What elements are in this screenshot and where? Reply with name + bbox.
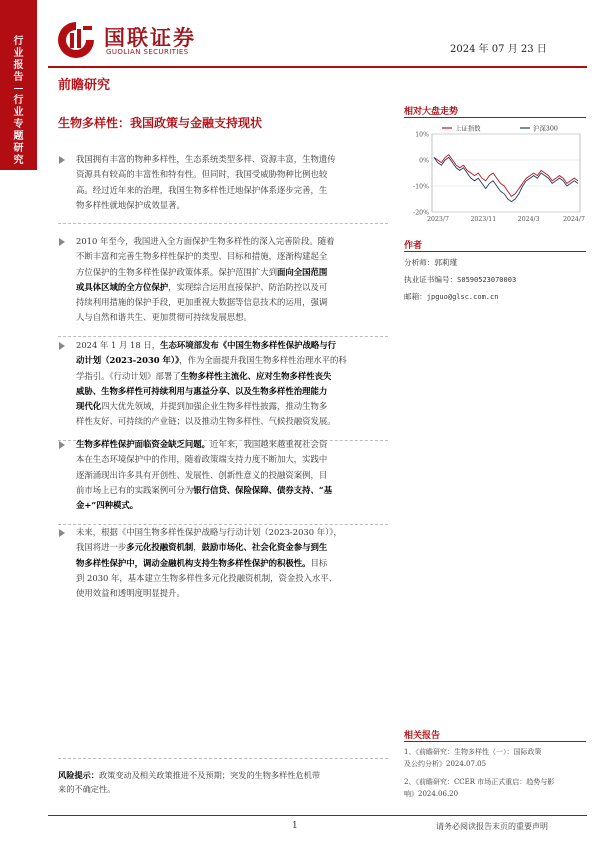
emphasis-text: 现代化 — [76, 401, 102, 412]
risk-text-line2: 来的不确定性。 — [58, 784, 116, 794]
paragraph-line — [76, 369, 386, 384]
body-text: 2010 年至今，我国进入全方面保护生物多样性的深入完善阶段。随着 — [76, 236, 335, 246]
emphasis-text: 银行信贷、保险保障、债券支持、“基 — [193, 484, 333, 495]
guolian-logo-icon — [56, 20, 96, 60]
chart-x-tick-label: 2024/3 — [517, 216, 540, 223]
sidebar-char: 题 — [13, 131, 24, 142]
paragraph-line — [76, 399, 386, 414]
sidebar-char: 报 — [13, 60, 24, 71]
paragraph-line — [76, 540, 386, 555]
paragraph-line — [76, 452, 386, 467]
bullet-arrow-icon — [59, 529, 65, 537]
email-label: 邮箱： — [404, 292, 427, 301]
emphasis-text: 生态环境部发布《中国生物多样性保护战略与行 — [160, 340, 336, 350]
emphasis-text: 生物多样性保护面临资金缺乏问题。 — [76, 439, 210, 449]
body-text: ，作为全面提升我国生物多样性治理水平的科 — [179, 355, 347, 366]
body-paragraph-4 — [76, 437, 386, 513]
chart-plot-frame — [432, 134, 580, 212]
cert-label: 执业证书编号： — [404, 275, 458, 284]
body-text: 近年来，我国越来越重视社会资 — [210, 439, 328, 449]
sidebar-char: 行 — [13, 95, 24, 106]
paragraph-line — [76, 310, 386, 325]
body-text: 高。经过近年来的治理，我国生物多样性迁地保护体系逐步完善，生 — [76, 184, 328, 195]
emphasis-text: 物多样性保护中，调动金融机构支持生物多样性保护的积极性。 — [76, 557, 311, 568]
related-report-2[interactable] — [404, 776, 586, 800]
analyst-name: 郭莉瑾 — [434, 258, 458, 267]
paragraph-line — [76, 280, 386, 295]
body-text: ， — [193, 542, 202, 553]
paragraph-line — [76, 167, 386, 182]
paragraph-separator — [58, 758, 388, 759]
emphasis-text: 鼓励市场化、社会化资金参与到生 — [201, 542, 328, 553]
related-rule — [404, 741, 586, 742]
body-text: 物多样性就地保护成效显著。 — [76, 199, 185, 210]
paragraph-line — [76, 483, 386, 498]
authors-rule — [404, 251, 586, 252]
bullet-arrow-icon — [59, 156, 65, 164]
paragraph-line — [76, 295, 386, 310]
page-number: 1 — [292, 821, 298, 831]
body-paragraph-1 — [76, 152, 386, 213]
body-text: 到 2030 年，基本建立生物多样性多元化投融资机制，资金投入水平、 — [76, 572, 338, 583]
chart-legend-label: 沪深300 — [533, 124, 558, 133]
related-report-2-line1: 2、《前瞻研究：CCER 市场正式重启：趋势与影 — [404, 778, 555, 786]
body-text: 我国拥有丰富的物种多样性，生态系统类型多样、资源丰富，生物遗传 — [76, 154, 336, 164]
body-text: 持续利用措施的保护手段，更加重视大数据等信息技术的运用，强调 — [76, 297, 328, 308]
related-report-1-line2: 及公约分析》2024.07.05 — [404, 760, 487, 768]
chart-y-tick-label: 0% — [419, 157, 429, 165]
bullet-arrow-icon — [59, 441, 65, 449]
body-text: 使用效益和透明度明显提升。 — [76, 588, 185, 599]
sidebar-char: 研 — [13, 143, 24, 154]
bullet-arrow-icon — [59, 238, 65, 246]
body-text: 2024 年 1 月 18 日， — [76, 340, 161, 350]
chart-y-tick-label: -10% — [413, 183, 429, 191]
paragraph-line — [76, 384, 386, 399]
paragraph-line — [76, 556, 386, 571]
sidebar-divider — [14, 88, 23, 89]
body-text: 四大优先领域，并提到加强企业生物多样性披露，推动生物多 — [101, 401, 328, 412]
body-text: 前市场上已有的实践案例可分为 — [76, 484, 194, 495]
emphasis-text: 生物多样性主流化、应对生物多样性丧失 — [180, 370, 332, 381]
header-rule — [48, 66, 587, 68]
emphasis-text: 多元化投融资机制 — [126, 542, 194, 553]
report-date: 2024 年 07 月 23 日 — [450, 44, 547, 55]
body-text: ，实现综合运用直接保护、防治防控以及可 — [168, 281, 328, 292]
paragraph-line — [76, 152, 386, 167]
risk-warning — [58, 768, 388, 796]
bullet-arrow-icon — [59, 342, 65, 350]
analyst-label: 分析师： — [404, 258, 435, 267]
body-text: 方位保护的生物多样性保护政策体系。保护范围扩大到 — [76, 266, 277, 277]
paragraph-separator — [58, 336, 388, 337]
analyst-line — [404, 256, 457, 269]
market-chart-heading: 相对大盘走势 — [404, 107, 459, 117]
body-text: 资源具有较高的丰富性和特有性。但同时，我国受威胁物种比例也较 — [76, 169, 328, 180]
chart-x-tick-label: 2024/7 — [563, 216, 585, 223]
sidebar-char: 业 — [13, 48, 24, 59]
sidebar-char: 专 — [13, 119, 24, 130]
body-text: 本在生态环境保护中的作用，随着政策端支持力度不断加大，实践中 — [76, 454, 328, 465]
report-type-sidebar — [0, 0, 37, 170]
body-text: 样性友好、可持续的产业链；以及推动生物多样性、气候投融资发展。 — [76, 416, 336, 427]
body-paragraph-5 — [76, 525, 386, 601]
brand-name-cn: 国联证券 — [104, 26, 196, 50]
footer-disclaimer: 请务必阅读报告末页的重要声明 — [436, 822, 548, 831]
paragraph-line — [76, 498, 386, 513]
paragraph-line — [76, 437, 386, 452]
body-paragraph-3 — [76, 338, 386, 430]
paragraph-line — [76, 353, 386, 368]
emphasis-text: 动计划（2023-2030 年）》 — [76, 355, 180, 366]
risk-text-line1: 政策变动及相关政策推进不及预期；突发的生物多样性危机带 — [98, 770, 321, 780]
sidebar-char: 究 — [13, 155, 24, 166]
paragraph-line — [76, 265, 386, 280]
body-paragraph-2 — [76, 234, 386, 326]
paragraph-line — [76, 571, 386, 586]
body-text: 我国将进一步 — [76, 542, 127, 553]
body-text: 逐渐涌现出许多具有开创性、发展性、创新性意义的投融资案例，目 — [76, 469, 328, 480]
paragraph-line — [76, 249, 386, 264]
related-report-2-line2: 响》2024.06.20 — [404, 790, 459, 798]
chart-series-line-1 — [434, 155, 578, 197]
body-text: 学指引。《行动计划》部署了 — [76, 370, 181, 381]
paragraph-line — [76, 338, 386, 353]
paragraph-line — [76, 183, 386, 198]
paragraph-line — [76, 525, 386, 540]
risk-label: 风险提示： — [58, 770, 99, 780]
emphasis-text: 面向全国范围 — [277, 266, 328, 277]
paragraph-separator — [58, 223, 388, 224]
body-text: 未来，根据《中国生物多样性保护战略与行动计划（2023-2030 年）》， — [76, 527, 342, 537]
chart-y-tick-label: 10% — [415, 131, 429, 139]
paragraph-line — [76, 468, 386, 483]
section-label: 前瞻研究 — [58, 78, 111, 93]
footer-rule — [48, 815, 587, 816]
body-text: 不断丰富和完善生物多样性保护的类型、目标和措施，逐渐构建起全 — [76, 251, 328, 262]
chart-x-tick-label: 2023/7 — [427, 216, 449, 223]
relative-performance-chart — [404, 120, 586, 230]
paragraph-line — [76, 586, 386, 601]
chart-x-tick-label: 2023/11 — [470, 216, 497, 223]
sidebar-char: 业 — [13, 107, 24, 118]
paragraph-line — [76, 198, 386, 213]
related-report-1-line1: 1、《前瞻研究：生物多样性（一）：国际政策 — [404, 748, 542, 756]
emphasis-text: 金+”四种模式。 — [76, 500, 139, 511]
emphasis-text: 威胁、生物多样性可持续利用与惠益分享、以及生物多样性治理能力 — [76, 385, 328, 396]
paragraph-line — [76, 414, 386, 429]
email-line — [404, 290, 498, 304]
body-text: 人与自然和谐共生、更加贯彻可持续发展思想。 — [76, 312, 252, 323]
email-link[interactable]: jpguo@glsc.com.cn — [426, 293, 499, 301]
cert-line — [404, 273, 516, 287]
sidebar-char: 告 — [13, 72, 24, 83]
authors-heading: 作者 — [404, 241, 423, 251]
related-reports-heading: 相关报告 — [404, 731, 441, 741]
paragraph-line — [76, 234, 386, 249]
market-chart-rule — [404, 117, 586, 118]
chart-y-tick-label: -20% — [413, 209, 429, 217]
brand-name-en: GUOLIAN SECURITIES — [106, 48, 189, 56]
body-text: 目标 — [310, 557, 328, 568]
sidebar-char: 行 — [13, 36, 24, 47]
emphasis-text: 或具体区域的全方位保护 — [76, 281, 169, 292]
chart-legend-label: 上证指数 — [455, 124, 481, 133]
cert-number: S0590523070003 — [457, 276, 517, 284]
report-title: 生物多样性：我国政策与金融支持现状 — [58, 116, 263, 130]
related-report-1[interactable] — [404, 746, 586, 770]
